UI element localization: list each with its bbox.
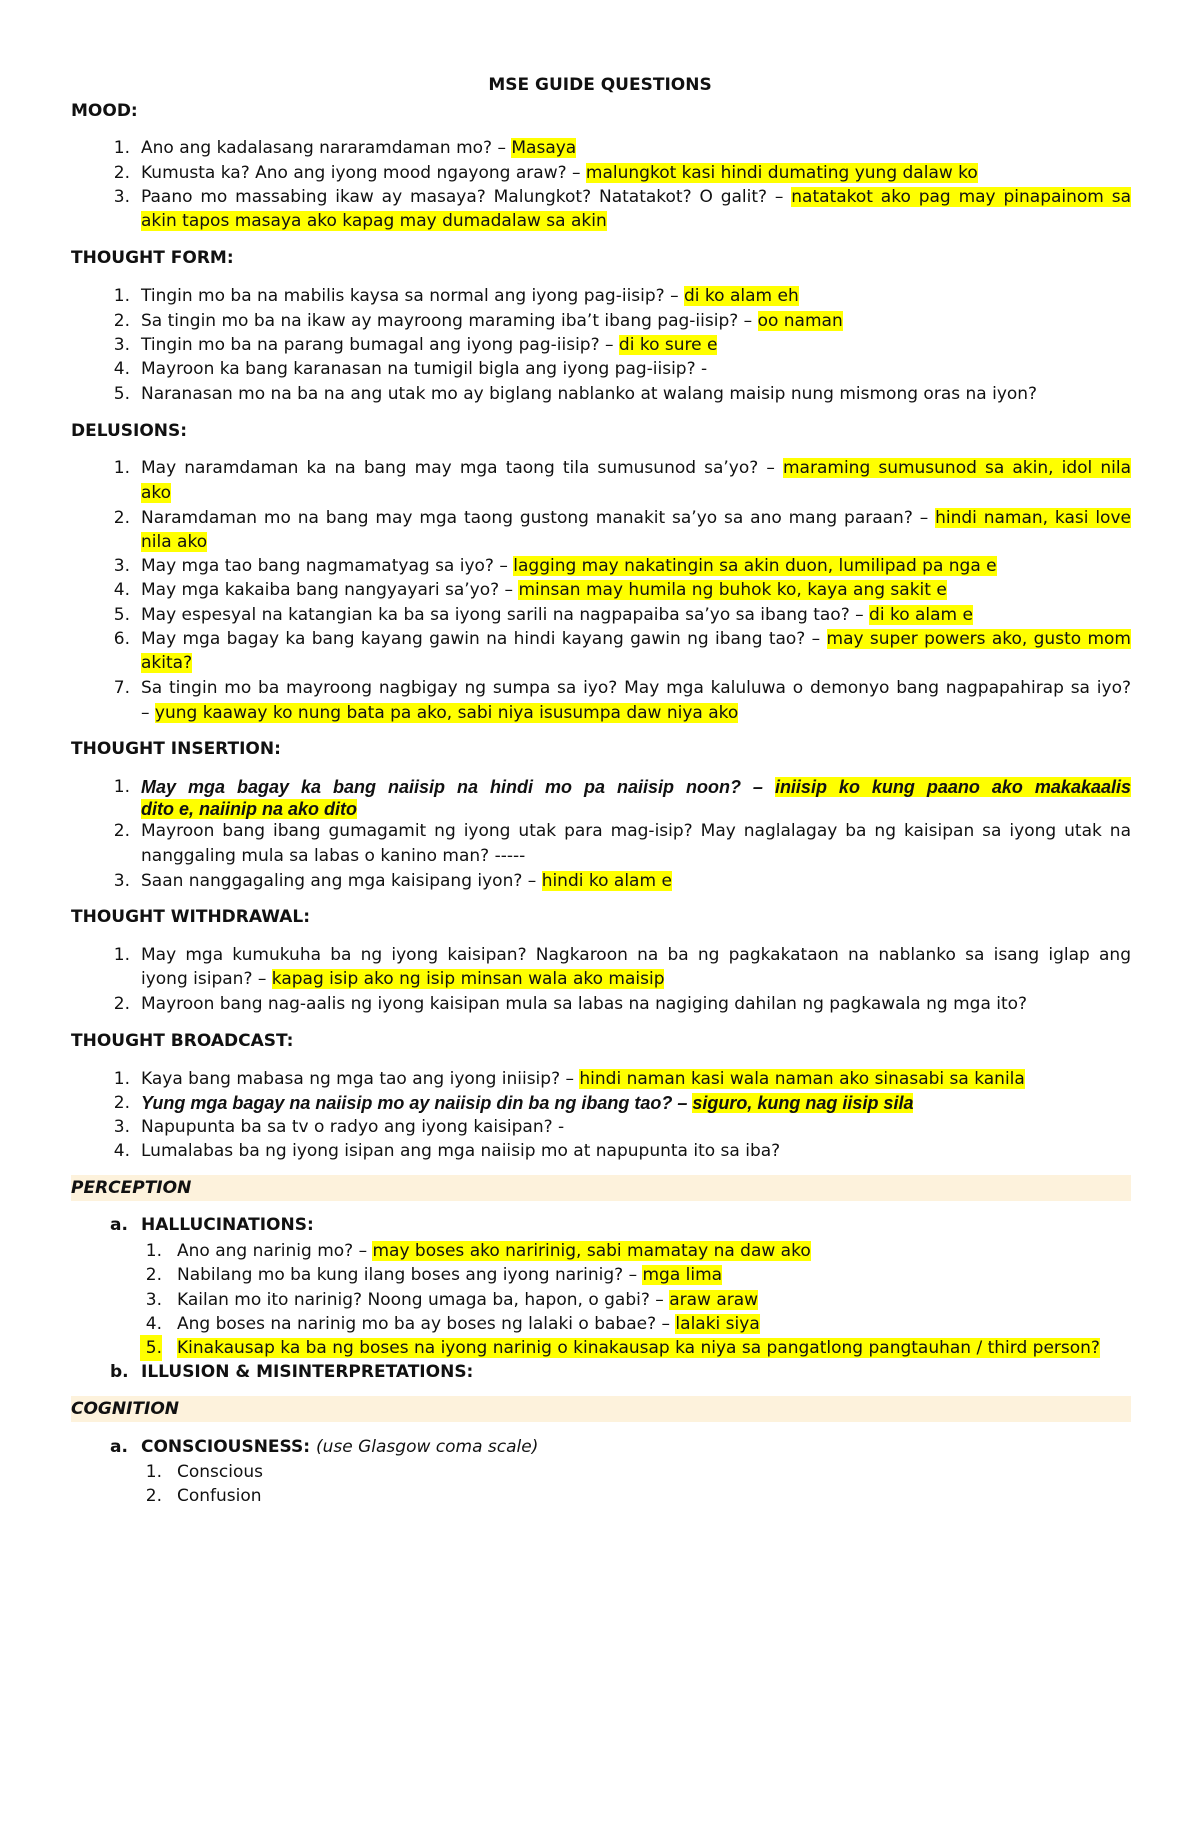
list-number: 4. [145,1314,162,1334]
consciousness-note: (use Glasgow coma scale) [315,1437,539,1457]
section-band-perception [71,1175,1131,1201]
answer-highlight: di ko alam eh [684,286,799,306]
answer-highlight: hindi naman kasi wala naman ako sinasabi sa kanila [579,1069,1025,1089]
answer-highlight: oo naman [757,311,843,331]
list-number: 4. [113,1141,130,1161]
answer-highlight: akin tapos masaya ako kapag may dumadalaw sa akin [141,211,607,231]
list-number: 3. [113,871,130,891]
list-number: 6. [113,629,130,649]
section-heading-thought-withdrawal: THOUGHT WITHDRAWAL: [71,907,311,927]
list-item: Kumusta ka? Ano ang iyong mood ngayong araw? – malungkot kasi hindi dumating yung dalaw ko [141,163,978,183]
list-number: 1. [145,1241,162,1261]
list-item: May mga bagay ka bang naiisip na hindi mo pa naiisip noon? – iniisip ko kung paano ako makakaalis [141,777,1131,797]
subsection-heading-consciousness: CONSCIOUSNESS: (use Glasgow coma scale) [141,1437,539,1457]
answer-highlight: natatakot ako pag may pinapainom sa [791,187,1131,207]
answer-highlight: ako [141,483,172,503]
list-item: Kaya bang mabasa ng mga tao ang iyong iniisip? – hindi naman kasi wala naman ako sinasabi sa kanila [141,1069,1025,1089]
list-number: 2. [113,163,130,183]
list-item: Naranasan mo na ba na ang utak mo ay biglang nablanko at walang maisip nung mismong oras na iyon? [141,384,1038,404]
list-item: Tingin mo ba na parang bumagal ang iyong pag-iisip? – di ko sure e [141,335,718,355]
list-item: Ano ang kadalasang nararamdaman mo? – Masaya [141,138,577,158]
list-number: 1. [113,1069,130,1089]
list-number: 2. [145,1265,162,1285]
answer-highlight: may super powers ako, gusto mom [826,629,1131,649]
subsection-heading-illusion: ILLUSION & MISINTERPRETATIONS: [141,1362,474,1382]
list-number: 4. [113,359,130,379]
list-item: Napupunta ba sa tv o radyo ang iyong kaisipan? - [141,1117,565,1137]
list-item: Sa tingin mo ba mayroong nagbigay ng sumpa sa iyo? May mga kaluluwa o demonyo bang nagpapahirap sa iyo? [141,678,1131,698]
answer-highlight: kapag isip ako ng isip minsan wala ako maisip [271,969,665,989]
list-item: Sa tingin mo ba na ikaw ay mayroong maraming iba’t ibang pag-iisip? – oo naman [141,311,843,331]
answer-highlight: maraming sumusunod sa akin, idol nila [783,458,1132,478]
list-number: 3. [113,1117,130,1137]
list-item: Confusion [177,1486,262,1506]
list-number: 1. [113,286,130,306]
list-item: Nabilang mo ba kung ilang boses ang iyong narinig? – mga lima [177,1265,723,1285]
section-heading-mood: MOOD: [71,101,138,121]
list-item: Yung mga bagay na naiisip mo ay naiisip din ba ng ibang tao? – siguro, kung nag iisip sila [141,1093,914,1113]
list-item: Saan nanggagaling ang mga kaisipang iyon? – hindi ko alam e [141,871,672,891]
list-item [177,1335,1100,1361]
list-item-continuation [141,529,1131,555]
list-number: 5. [113,605,130,625]
list-number: 2. [113,1093,130,1113]
sub-letter: b. [110,1362,129,1382]
answer-highlight: araw araw [669,1290,759,1310]
sub-letter: a. [110,1437,128,1457]
section-heading-thought-form: THOUGHT FORM: [71,248,234,268]
list-item: Paano mo massabing ikaw ay masaya? Malungkot? Natatakot? O galit? – natatakot ako pag may pinapainom sa [141,187,1131,207]
list-number: 1. [113,777,130,797]
answer-highlight: nila ako [141,532,208,552]
answer-highlight: siguro, kung nag iisip sila [692,1093,914,1113]
section-heading-delusions: DELUSIONS: [71,421,188,441]
list-item-continuation: – yung kaaway ko nung bata pa ako, sabi niya isusumpa daw niya ako [141,703,739,723]
subsection-heading-hallucinations: HALLUCINATIONS: [141,1215,314,1235]
list-item: Kailan mo ito narinig? Noong umaga ba, hapon, o gabi? – araw araw [177,1290,759,1310]
answer-highlight: hindi naman, kasi love [935,508,1131,528]
list-number: 1. [113,138,130,158]
list-item: May mga kumukuha ba ng iyong kaisipan? Nagkaroon na ba ng pagkakataon na nablanko sa isang iglap ang [141,945,1131,965]
list-number: 2. [113,821,130,841]
list-item: Conscious [177,1462,264,1482]
list-number: 7. [113,678,130,698]
list-number: 4. [113,580,130,600]
list-item-continuation [141,650,1131,676]
answer-highlight: mga lima [642,1265,723,1285]
answer-highlight: Kinakausap ka ba ng boses na iyong narinig o kinakausap ka niya sa pangatlong pangtauhan / third person? [177,1338,1100,1358]
page-title: MSE GUIDE QUESTIONS [488,75,712,95]
list-number: 3. [113,187,130,207]
answer-highlight: malungkot kasi hindi dumating yung dalaw ko [585,163,978,183]
list-number: 5. [113,384,130,404]
answer-highlight: akita? [141,653,193,673]
list-number: 3. [113,335,130,355]
list-item-continuation [141,208,1131,234]
list-item: Lumalabas ba ng iyong isipan ang mga naiisip mo at napupunta ito sa iba? [141,1141,781,1161]
list-item-continuation: nanggaling mula sa labas o kanino man? ----- [141,846,526,866]
answer-highlight: dito e, naiinip na ako dito [141,799,358,819]
section-band-cognition [71,1396,1131,1422]
list-number: 2. [145,1486,162,1506]
list-number: 3. [113,556,130,576]
section-heading-perception: PERCEPTION [71,1178,192,1198]
answer-highlight: di ko sure e [618,335,718,355]
answer-highlight: di ko alam e [869,605,973,625]
list-item: Ano ang narinig mo? – may boses ako naririnig, sabi mamatay na daw ako [177,1241,811,1261]
answer-highlight: lagging may nakatingin sa akin duon, lumilipad pa nga e [513,556,997,576]
list-item: May espesyal na katangian ka ba sa iyong sarili na nagpapaiba sa’yo sa ibang tao? – di ko alam e [141,605,973,625]
answer-highlight: Masaya [511,138,577,158]
list-number: 5. [140,1335,162,1361]
list-item: Mayroon bang nag-aalis ng iyong kaisipan mula sa labas na nagiging dahilan ng pagkawala ng mga ito? [141,994,1028,1014]
list-number: 1. [145,1462,162,1482]
answer-highlight: lalaki siya [675,1314,760,1334]
list-number: 2. [113,994,130,1014]
list-number: 1. [113,945,130,965]
list-item: Tingin mo ba na mabilis kaysa sa normal ang iyong pag-iisip? – di ko alam eh [141,286,799,306]
section-heading-cognition: COGNITION [71,1399,180,1419]
answer-highlight: yung kaaway ko nung bata pa ako, sabi niya isusumpa daw niya ako [154,703,739,723]
section-heading-thought-insertion: THOUGHT INSERTION: [71,739,281,759]
answer-highlight: hindi ko alam e [541,871,672,891]
list-number: 2. [113,508,130,528]
list-item: May mga kakaiba bang nangyayari sa’yo? – minsan may humila ng buhok ko, kaya ang sakit e [141,580,947,600]
list-item: Ang boses na narinig mo ba ay boses ng lalaki o babae? – lalaki siya [177,1314,760,1334]
list-item: May mga bagay ka bang kayang gawin na hindi kayang gawin ng ibang tao? – may super powers ako, gusto mom [141,629,1131,649]
list-item: May naramdaman ka na bang may mga taong tila sumusunod sa’yo? – maraming sumusunod sa akin, idol nila [141,458,1132,478]
answer-highlight: iniisip ko kung paano ako makakaalis [774,777,1131,797]
list-item: May mga tao bang nagmamatyag sa iyo? – lagging may nakatingin sa akin duon, lumilipad pa nga e [141,556,997,576]
sub-letter: a. [110,1215,128,1235]
list-number: 3. [145,1290,162,1310]
list-item-continuation: iyong isipan? – kapag isip ako ng isip minsan wala ako maisip [141,969,665,989]
list-item-continuation [141,480,1131,506]
list-number: 1. [113,458,130,478]
list-item: Naramdaman mo na bang may mga taong gustong manakit sa’yo sa ano mang paraan? – hindi naman, kasi love [141,508,1131,528]
list-number: 2. [113,311,130,331]
answer-highlight: may boses ako naririnig, sabi mamatay na daw ako [372,1241,811,1261]
list-item: Mayroon ka bang karanasan na tumigil bigla ang iyong pag-iisip? - [141,359,708,379]
section-heading-thought-broadcast: THOUGHT BROADCAST: [71,1031,294,1051]
answer-highlight: minsan may humila ng buhok ko, kaya ang sakit e [518,580,947,600]
list-item: Mayroon bang ibang gumagamit ng iyong utak para mag-isip? May naglalagay ba ng kaisipan sa iyong utak na [141,821,1131,841]
